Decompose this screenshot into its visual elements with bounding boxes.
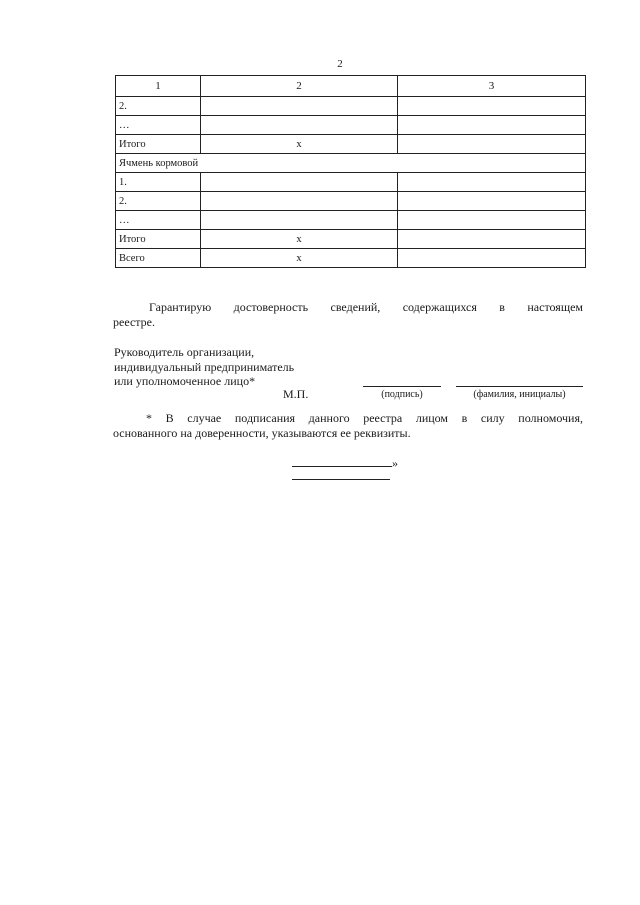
row-cell — [398, 135, 586, 154]
row-cell — [398, 211, 586, 230]
column-header-1: 1 — [116, 76, 201, 97]
table-header-row — [116, 76, 586, 97]
footnote — [113, 411, 583, 441]
registry-table-container — [115, 75, 586, 268]
row-cell — [398, 97, 586, 116]
date-blank — [292, 456, 392, 467]
signer-line-1: Руководитель организации, — [114, 345, 255, 359]
row-cell — [201, 211, 398, 230]
table-row-total — [116, 135, 586, 154]
row-cell — [201, 97, 398, 116]
row-cell — [201, 192, 398, 211]
table-row — [116, 211, 586, 230]
guarantee-line-1: Гарантирую достоверность сведений, содержащихся в настоящем — [149, 300, 583, 314]
row-cell: х — [201, 135, 398, 154]
row-cell — [398, 230, 586, 249]
footnote-line-2: основанного на доверенности, указываются ее реквизиты. — [113, 426, 411, 440]
table-row — [116, 97, 586, 116]
row-label: 2. — [116, 97, 201, 116]
date-quote: » — [392, 456, 398, 470]
table-row-grand-total — [116, 249, 586, 268]
stamp-placeholder: М.П. — [283, 387, 309, 401]
signer-block — [114, 345, 414, 389]
section-title: Ячмень кормовой — [116, 154, 586, 173]
registry-table — [115, 75, 586, 268]
table-row-total — [116, 230, 586, 249]
row-label: … — [116, 211, 201, 230]
table-section-row — [116, 154, 586, 173]
row-label: 2. — [116, 192, 201, 211]
row-label: Всего — [116, 249, 201, 268]
column-header-2: 2 — [201, 76, 398, 97]
table-row — [116, 173, 586, 192]
signer-line-2: индивидуальный предприниматель — [114, 359, 295, 374]
page-number: 2 — [337, 58, 343, 70]
signature-label: (подпись) — [381, 389, 423, 400]
signer-line-3: или уполномоченное лицо* — [114, 374, 256, 388]
name-label: (фамилия, инициалы) — [473, 389, 566, 400]
name-line — [456, 386, 583, 387]
row-label: Итого — [116, 135, 201, 154]
row-cell — [398, 192, 586, 211]
table-row — [116, 192, 586, 211]
column-header-3: 3 — [398, 76, 586, 97]
row-label: … — [116, 116, 201, 135]
date-field — [292, 456, 432, 471]
row-cell — [398, 249, 586, 268]
table-row — [116, 116, 586, 135]
row-cell: х — [201, 230, 398, 249]
row-cell — [201, 173, 398, 192]
row-label: 1. — [116, 173, 201, 192]
signature-line — [363, 386, 441, 387]
guarantee-statement — [113, 300, 583, 330]
date-underline — [292, 479, 390, 480]
footnote-line-1: * В случае подписания данного реестра лицом в силу полномочия, — [146, 411, 583, 425]
row-cell — [201, 116, 398, 135]
guarantee-line-2: реестре. — [113, 315, 155, 329]
row-cell — [398, 116, 586, 135]
row-cell — [398, 173, 586, 192]
row-label: Итого — [116, 230, 201, 249]
row-cell: х — [201, 249, 398, 268]
